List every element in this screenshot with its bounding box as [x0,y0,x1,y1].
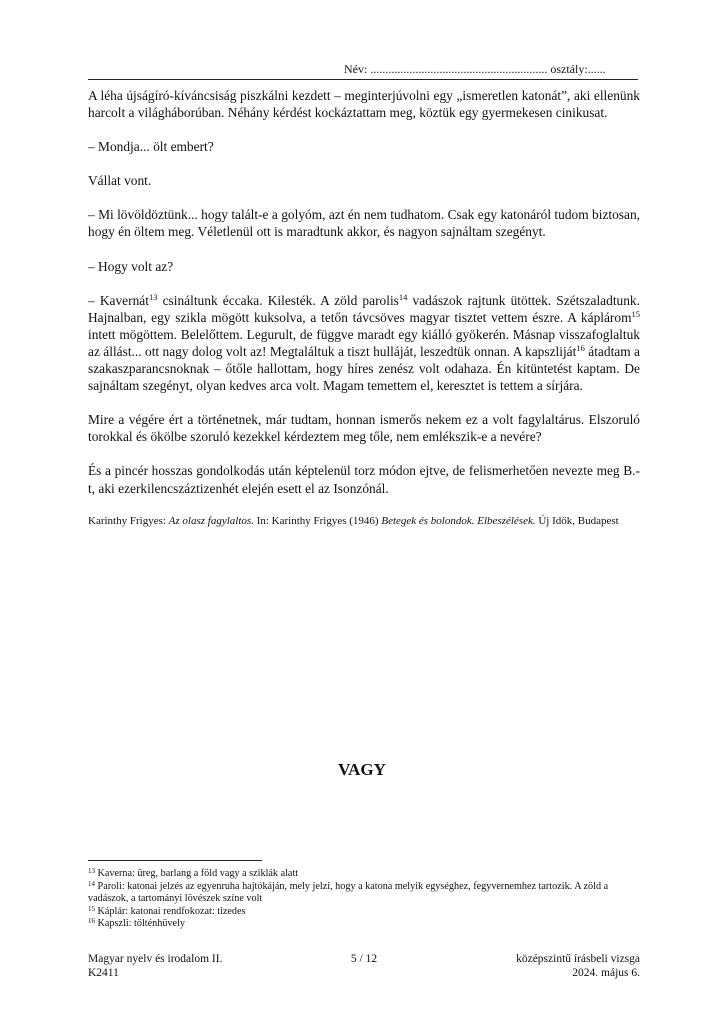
footnote-ref-14: 14 [398,291,408,302]
footnote-rule [88,860,262,861]
footnote-13: $^{13}$ Kaverna: üreg, barlang a föld vagy a sziklák alatt [88,867,299,879]
footer-code: K2411 [88,967,119,979]
footer-date: 2024. május 6. [572,967,640,979]
paragraph-8: És a pincér hosszas gondolkodás után képtelenül torz módon ejtve, de felismerhetően nevezte meg B.-t, aki ezerkilencszáztizenhét elején esett el az Isonzónál. [88,463,640,496]
footnotes [88,868,640,931]
paragraph-6: – Kavernát$^{13}$ csináltunk éccaka. Kilesték. A zöld parolis$^{14}$ vadászok rajtunk ütöttek. Szétszaladtunk. Hajnalban, egy szikla mögött kuksolva, a tetőn távcsöves magyar tisztet vettem észre. A káplárom$^{15}$ intett mögöttem. Belelőttem. Legurult, de függve maradt egy kiálló gyökerén. Másnap visszafoglaltuk az állást... ott nagy dolog volt az! Megtaláltuk a tiszt hulláját, leszedtük onnan. A kapszliját$^{16}$ átadtam a szakaszparancsnoknak – őtőle hallottam, hogy híres zenész volt odahaza. Én kitüntetést kaptam. De sajnáltam szegényt, olyan kedves arca volt. Magam temettem el, keresztet is tettem a sírjára. [88,291,640,394]
paragraph-4: – Mi lövöldöztünk... hogy talált-e a golyóm, azt én nem tudhatom. Csak egy katonáról tudom biztosan, hogy én öltem meg. Véletlenül ott is maradtunk akkor, és nagyon sajnáltam szegényt. [88,207,640,240]
footer-exam: középszintű írásbeli vizsga [516,953,640,965]
paragraph-2: – Mondja... ölt embert? [88,139,214,155]
footnote-14: $^{14}$ Paroli: katonai jelzés az egyenruha hajtókáján, mely jelzi, hogy a katona melyik egységhez, fegyvernemhez tartozik. A zöld a vadászok, a tartományi lövészek színe volt [88,879,609,905]
paragraph-1: A léha újságíró-kíváncsiság piszkálni kezdett – meginterjúvolni egy „ismeretlen katonát”, aki ellenünk harcolt a világháborúban. Néhány kérdést kockáztattam meg, köztük egy gyermekesen cinikusat. [88,88,640,121]
name-class-field: Név: ........................................................... osztály:...... [344,62,606,76]
paragraph-5: – Hogy volt az? [88,258,174,274]
footnote-ref-13: 13 [148,291,158,302]
header-rule [88,79,638,80]
footnote-15: $^{15}$ Káplár: katonai rendfokozat: tizedes [88,904,246,917]
source-citation: Karinthy Frigyes: Az olasz fagylaltos. In: Karinthy Frigyes (1946) Betegek és bolondok. Elbeszélések. Új Idők, Budapest [88,514,619,527]
page-number: 5 / 12 [350,953,378,965]
footer-subject: Magyar nyelv és irodalom II. [88,953,223,965]
footnote-16: $^{16}$ Kapszli: tölténhüvely [88,917,185,930]
footnote-ref-16: 16 [576,342,585,353]
footnote-ref-15: 15 [631,308,640,319]
paragraph-3: Vállat vont. [88,173,152,189]
text-body [88,87,640,545]
paragraph-7: Mire a végére ért a történetnek, már tudtam, honnan ismerős nekem ez a volt fagylaltárus. Elszoruló torokkal és ökölbe szoruló kezekkel kérdeztem meg tőle, nem emlékszik-e a nevére? [88,412,640,445]
separator-heading: VAGY [338,760,386,779]
